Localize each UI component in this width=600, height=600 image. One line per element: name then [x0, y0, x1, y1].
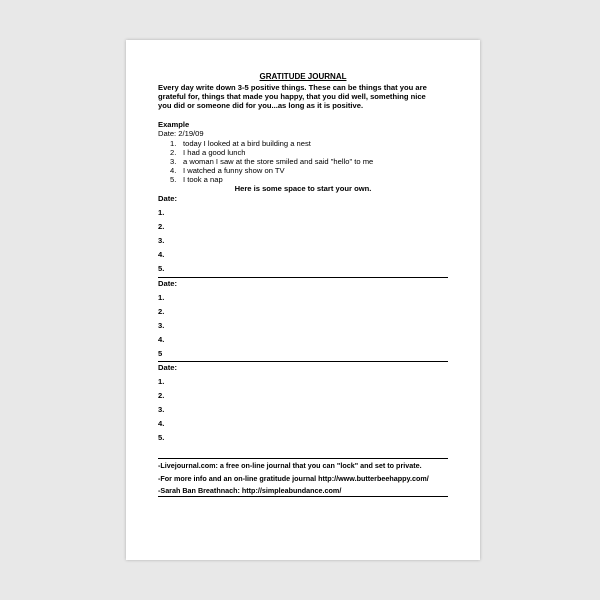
footer-line: -Sarah Ban Breathnach: http://simpleabundance.com/ — [158, 486, 342, 495]
entry-number: 5. — [158, 264, 165, 273]
space-note: Here is some space to start your own. — [234, 184, 372, 193]
list-item: 2. I had a good lunch — [170, 148, 246, 158]
document-page — [126, 40, 480, 560]
list-item: 1. today I looked at a bird building a nest — [170, 139, 311, 148]
document-title: GRATITUDE JOURNAL — [259, 72, 347, 81]
intro-line: Every day write down 3-5 positive things. These can be things that you are — [158, 83, 427, 92]
entry-number: 3. — [158, 236, 165, 245]
footer-divider — [158, 458, 448, 459]
date-label: Date: — [158, 279, 177, 288]
date-label: Date: — [158, 194, 177, 203]
entry-number: 3. — [158, 321, 165, 330]
entry-number: 2. — [158, 391, 165, 400]
entry-number: 4. — [158, 250, 165, 259]
intro-line: you did or someone did for you...as long as it is positive. — [158, 101, 364, 110]
entry-number: 4. — [158, 335, 165, 344]
list-item: 4. I watched a funny show on TV — [170, 166, 285, 176]
section-divider — [158, 361, 448, 362]
entry-number: 2. — [158, 222, 165, 231]
entry-number: 1. — [158, 377, 165, 386]
entry-number: 1. — [158, 208, 165, 217]
date-label: Date: — [158, 363, 177, 372]
entry-number: 4. — [158, 419, 165, 428]
entry-number: 3. — [158, 405, 165, 414]
example-heading: Example — [158, 120, 190, 129]
entry-number: 5. — [158, 433, 165, 442]
footer-divider — [158, 496, 448, 497]
intro-paragraph — [158, 83, 458, 110]
example-list — [170, 139, 373, 184]
entry-number: 1. — [158, 293, 165, 302]
example-date: Date: 2/19/09 — [158, 129, 204, 138]
entry-number: 2. — [158, 307, 165, 316]
journal-entry-section — [158, 279, 448, 359]
section-divider — [158, 277, 448, 278]
entry-number: 5 — [158, 349, 163, 358]
journal-entry-section — [158, 194, 448, 274]
list-item: 5. I took a nap — [170, 175, 223, 185]
list-item: 3. a woman I saw at the store smiled and said "hello" to me — [170, 157, 374, 167]
footer-line: -Livejournal.com: a free on-line journal that you can "lock" and set to private. — [158, 461, 422, 470]
intro-line: grateful for, things that made you happy, that you did well, something nice — [158, 92, 426, 101]
footer-line: -For more info and an on-line gratitude journal http://www.butterbeehappy.com/ — [158, 474, 429, 483]
journal-entry-section — [158, 363, 448, 443]
